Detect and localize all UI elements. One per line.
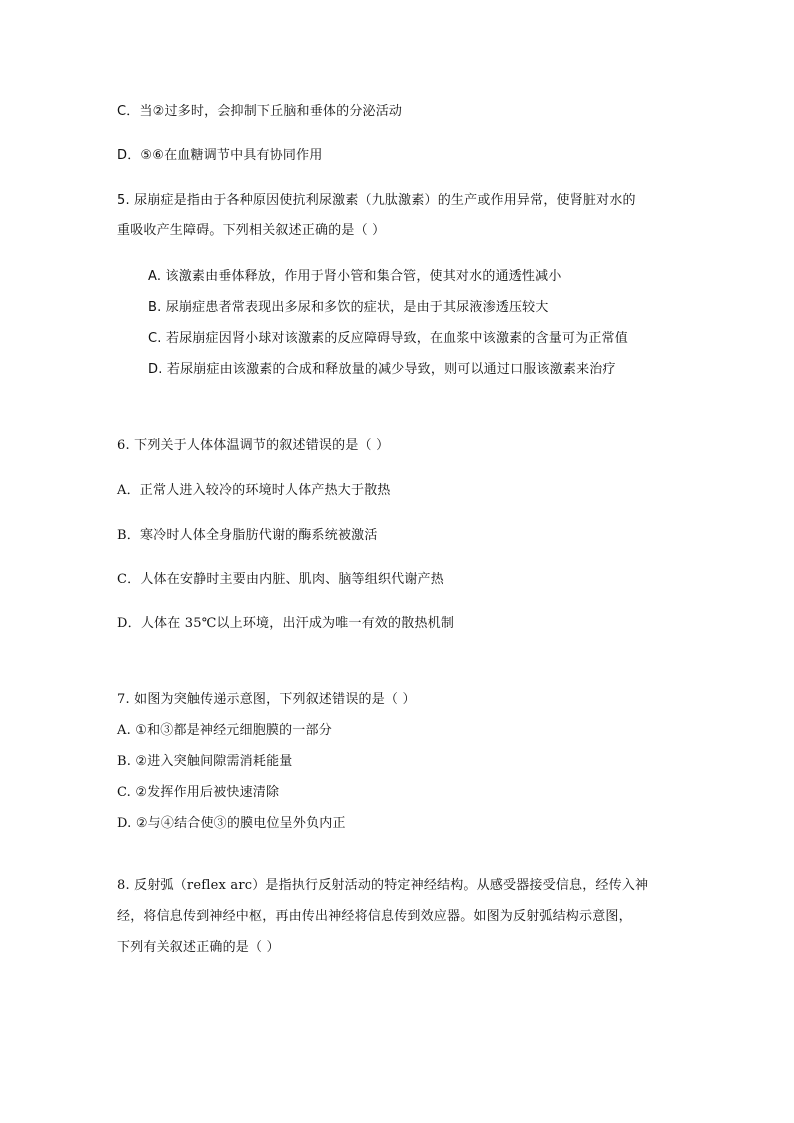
q6-option-b: B．寒冷时人体全身脂肪代谢的酶系统被激活 bbox=[117, 528, 378, 543]
q6-option-d: D．人体在 35℃以上环境，出汗成为唯一有效的散热机制 bbox=[117, 616, 455, 631]
q7-option-b: B. ②进入突触间隙需消耗能量 bbox=[117, 754, 293, 769]
q6-option-c: C．人体在安静时主要由内脏、肌肉、脑等组织代谢产热 bbox=[117, 572, 444, 587]
q6-stem: 6. 下列关于人体体温调节的叙述错误的是（ ） bbox=[117, 438, 390, 453]
q6-option-a: A．正常人进入较冷的环境时人体产热大于散热 bbox=[117, 483, 391, 498]
q7-option-a: A. ①和③都是神经元细胞膜的一部分 bbox=[117, 723, 332, 738]
q8-stem-line1: 8. 反射弧（reflex arc）是指执行反射活动的特定神经结构。从感受器接受信息，经传入神 bbox=[117, 878, 649, 893]
q8-stem-line2: 经，将信息传到神经中枢，再由传出神经将信息传到效应器。如图为反射弧结构示意图， bbox=[117, 909, 632, 924]
q5-option-b: B. 尿崩症患者常表现出多尿和多饮的症状，是由于其尿液渗透压较大 bbox=[148, 300, 549, 315]
q5-stem-line1: 5. 尿崩症是指由于各种原因使抗利尿激素（九肽激素）的生产或作用异常，使肾脏对水的 bbox=[117, 193, 636, 208]
q8-stem-line3: 下列有关叙述正确的是（ ） bbox=[117, 940, 280, 955]
q4-option-c: C．当②过多时，会抑制下丘脑和垂体的分泌活动 bbox=[117, 104, 403, 119]
q5-option-c: C. 若尿崩症因肾小球对该激素的反应障碍导致，在血浆中该激素的含量可为正常值 bbox=[148, 331, 628, 346]
q5-option-d: D. 若尿崩症由该激素的合成和释放量的减少导致，则可以通过口服该激素来治疗 bbox=[148, 362, 616, 377]
q5-stem-line2: 重吸收产生障碍。下列相关叙述正确的是（ ） bbox=[117, 223, 386, 238]
q7-stem: 7. 如图为突触传递示意图，下列叙述错误的是（ ） bbox=[117, 692, 416, 707]
q4-option-d: D．⑤⑥在血糖调节中具有协同作用 bbox=[117, 148, 323, 163]
q5-option-a: A. 该激素由垂体释放，作用于肾小管和集合管，使其对水的通透性减小 bbox=[148, 269, 562, 284]
q7-option-c: C. ②发挥作用后被快速清除 bbox=[117, 785, 280, 800]
q7-option-d: D. ②与④结合使③的膜电位呈外负内正 bbox=[117, 816, 346, 831]
